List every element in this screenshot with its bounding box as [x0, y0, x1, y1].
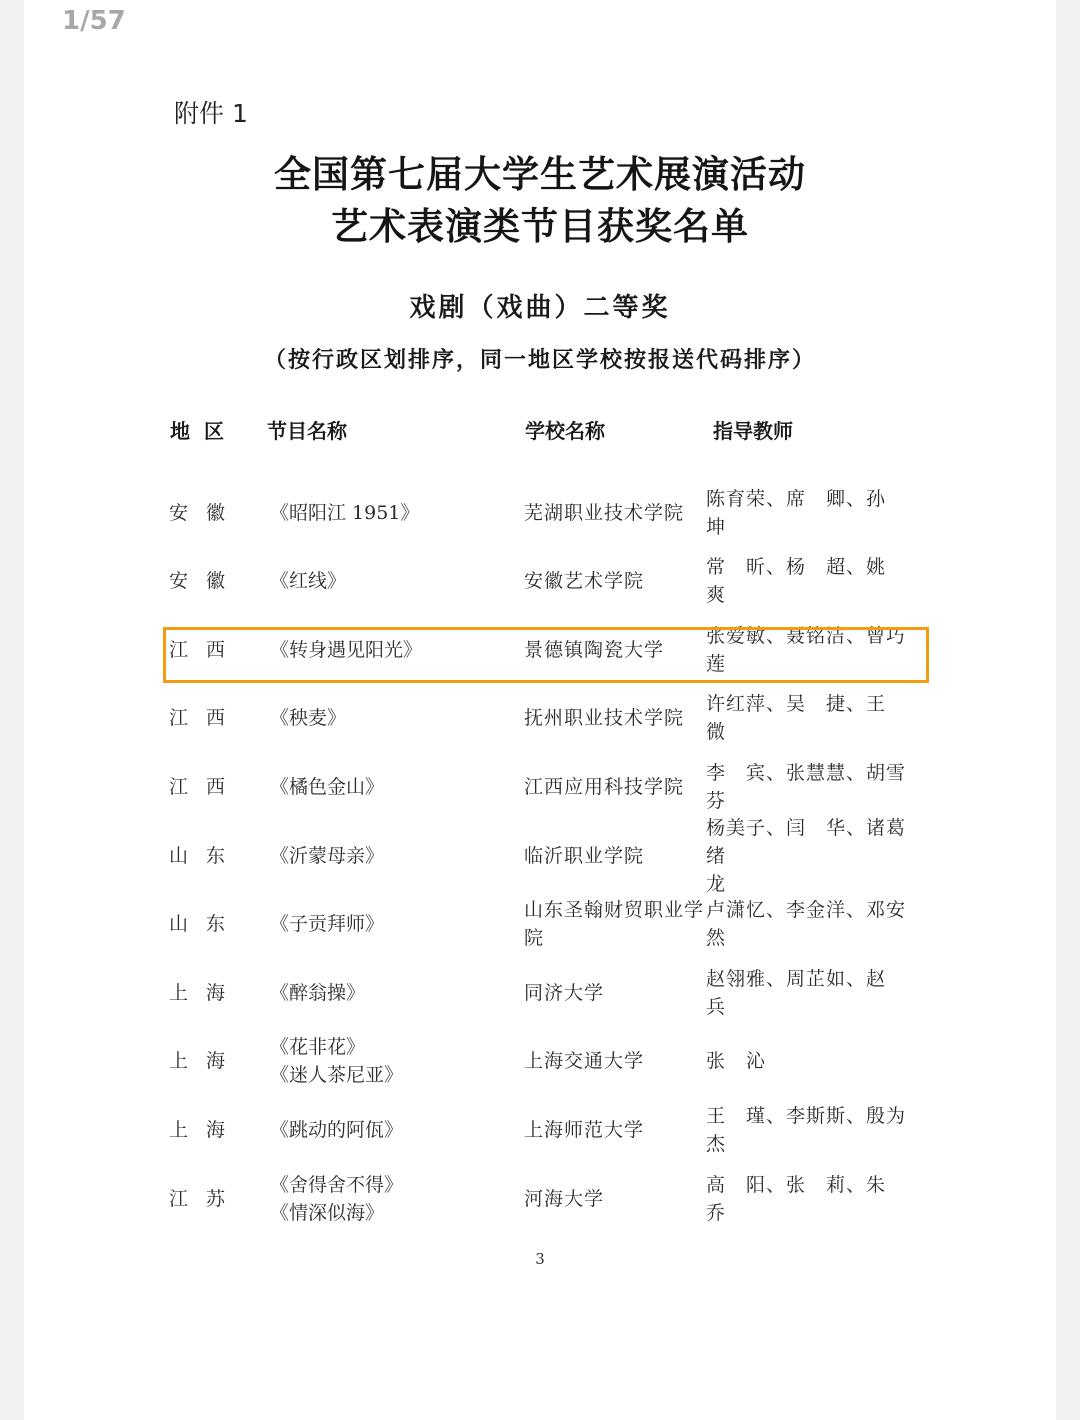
cell-program-text: 《红线》 — [270, 570, 347, 593]
cell-program-text: 《迷人茶尼亚》 — [270, 1064, 404, 1087]
document-title-line2: 艺术表演类节目获奖名单 — [331, 204, 749, 248]
column-header-program: 节目名称 — [267, 419, 347, 443]
table-row — [0, 1027, 1080, 1096]
section-title: 戏剧（戏曲）二等奖 — [409, 293, 671, 323]
table-row — [0, 752, 1080, 821]
cell-program — [270, 547, 510, 616]
cell-region — [169, 1164, 249, 1233]
cell-region-text: 安徽 — [169, 501, 244, 524]
cell-school — [524, 1095, 704, 1164]
cell-region — [169, 1095, 249, 1164]
table-row — [0, 816, 1080, 895]
cell-program-text: 《情深似海》 — [270, 1201, 385, 1224]
cell-school — [524, 615, 704, 684]
cell-region-text: 山东 — [169, 844, 244, 867]
table-row — [0, 684, 1080, 753]
attachment-label: 附件 1 — [174, 99, 248, 128]
cell-school-text: 抚州职业技术学院 — [524, 707, 685, 730]
table-row — [0, 1164, 1080, 1233]
cell-school-text: 景德镇陶瓷大学 — [524, 638, 665, 661]
cell-teacher — [706, 478, 916, 547]
cell-school-text: 院 — [524, 927, 545, 950]
cell-program — [270, 821, 510, 890]
cell-region — [169, 821, 249, 890]
table-row — [0, 890, 1080, 959]
cell-school — [524, 684, 704, 753]
cell-school — [524, 1164, 704, 1233]
cell-school — [524, 752, 704, 821]
table-row — [0, 1095, 1080, 1164]
cell-program — [270, 684, 510, 753]
cell-region — [169, 478, 249, 547]
cell-teacher-text: 陈育荣、席 卿、孙 坤 — [706, 487, 907, 538]
cell-region — [169, 615, 249, 684]
cell-teacher — [706, 547, 916, 616]
document-title-line1: 全国第七届大学生艺术展演活动 — [274, 152, 806, 196]
cell-teacher-text: 常 昕、杨 超、姚 爽 — [706, 556, 907, 607]
cell-school — [524, 958, 704, 1027]
column-header-school: 学校名称 — [525, 419, 605, 443]
cell-school — [524, 821, 704, 890]
cell-region-text: 江西 — [169, 775, 244, 798]
cell-program — [270, 478, 510, 547]
cell-region-text: 上海 — [169, 981, 244, 1004]
cell-program-text: 《跳动的阿佤》 — [270, 1118, 404, 1141]
cell-program-text: 《昭阳江 1951》 — [270, 501, 420, 524]
cell-teacher-text: 王 瑾、李斯斯、殷为杰 — [706, 1104, 907, 1155]
cell-teacher — [706, 890, 916, 959]
cell-program — [270, 890, 510, 959]
column-header-teacher: 指导教师 — [713, 419, 793, 443]
subsection-note: （按行政区划排序，同一地区学校按报送代码排序） — [263, 347, 816, 373]
page-number: 3 — [535, 1250, 545, 1268]
cell-program-text: 《转身遇见阳光》 — [270, 638, 423, 661]
cell-teacher-text: 赵翎雅、周芷如、赵 兵 — [706, 967, 907, 1018]
cell-school-text: 河海大学 — [524, 1187, 605, 1210]
column-header-region: 地区 — [170, 419, 238, 443]
cell-teacher-text: 高 阳、张 莉、朱 乔 — [706, 1173, 907, 1224]
cell-region — [169, 958, 249, 1027]
cell-region — [169, 890, 249, 959]
cell-teacher-text: 杨美子、闫 华、诸葛绪 — [706, 816, 907, 867]
cell-region — [169, 684, 249, 753]
table-row — [0, 958, 1080, 1027]
cell-teacher-text: 许红萍、吴 捷、王 微 — [706, 693, 907, 744]
cell-program — [270, 752, 510, 821]
cell-school-text: 山东圣翰财贸职业学 — [524, 899, 705, 922]
cell-region — [169, 752, 249, 821]
cell-program — [270, 1164, 510, 1233]
cell-teacher — [706, 816, 916, 895]
cell-teacher — [706, 1164, 916, 1233]
cell-school-text: 芜湖职业技术学院 — [524, 501, 685, 524]
cell-teacher-text: 卢潇忆、李金洋、邓安然 — [706, 899, 907, 950]
cell-program-text: 《舍得舍不得》 — [270, 1173, 404, 1196]
page-counter: 1/57 — [62, 6, 126, 36]
cell-program-text: 《橘色金山》 — [270, 775, 385, 798]
cell-teacher-text: 李 宾、张慧慧、胡雪芬 — [706, 761, 907, 812]
cell-school-text: 同济大学 — [524, 981, 605, 1004]
cell-school-text: 上海交通大学 — [524, 1050, 645, 1073]
cell-teacher — [706, 1095, 916, 1164]
cell-teacher-text: 张 沁 — [706, 1050, 767, 1073]
cell-program — [270, 958, 510, 1027]
cell-region — [169, 547, 249, 616]
cell-region-text: 山东 — [169, 913, 244, 936]
cell-teacher — [706, 752, 916, 821]
cell-teacher — [706, 1027, 916, 1096]
cell-region — [169, 1027, 249, 1096]
cell-program — [270, 1095, 510, 1164]
cell-program — [270, 1027, 510, 1096]
cell-region-text: 江苏 — [169, 1187, 244, 1210]
table-row — [0, 615, 1080, 684]
cell-program-text: 《子贡拜师》 — [270, 913, 385, 936]
cell-teacher — [706, 684, 916, 753]
cell-school — [524, 547, 704, 616]
cell-teacher — [706, 615, 916, 684]
cell-school — [524, 890, 704, 959]
cell-region-text: 安徽 — [169, 570, 244, 593]
cell-region-text: 江西 — [169, 707, 244, 730]
cell-region-text: 江西 — [169, 638, 244, 661]
cell-region-text: 上海 — [169, 1050, 244, 1073]
cell-teacher — [706, 958, 916, 1027]
cell-school-text: 临沂职业学院 — [524, 844, 645, 867]
cell-school — [524, 478, 704, 547]
cell-program-text: 《醉翁操》 — [270, 981, 366, 1004]
table-row — [0, 547, 1080, 616]
cell-school-text: 上海师范大学 — [524, 1118, 645, 1141]
cell-school-text: 江西应用科技学院 — [524, 775, 685, 798]
cell-program — [270, 615, 510, 684]
cell-teacher-text: 张爱敏、聂铭洁、曾巧莲 — [706, 624, 907, 675]
cell-program-text: 《花非花》 — [270, 1036, 366, 1059]
cell-region-text: 上海 — [169, 1118, 244, 1141]
cell-program-text: 《秧麦》 — [270, 707, 347, 730]
cell-school-text: 安徽艺术学院 — [524, 570, 645, 593]
cell-school — [524, 1027, 704, 1096]
cell-program-text: 《沂蒙母亲》 — [270, 844, 385, 867]
cell-teacher-text: 龙 — [706, 872, 727, 895]
table-row — [0, 478, 1080, 547]
